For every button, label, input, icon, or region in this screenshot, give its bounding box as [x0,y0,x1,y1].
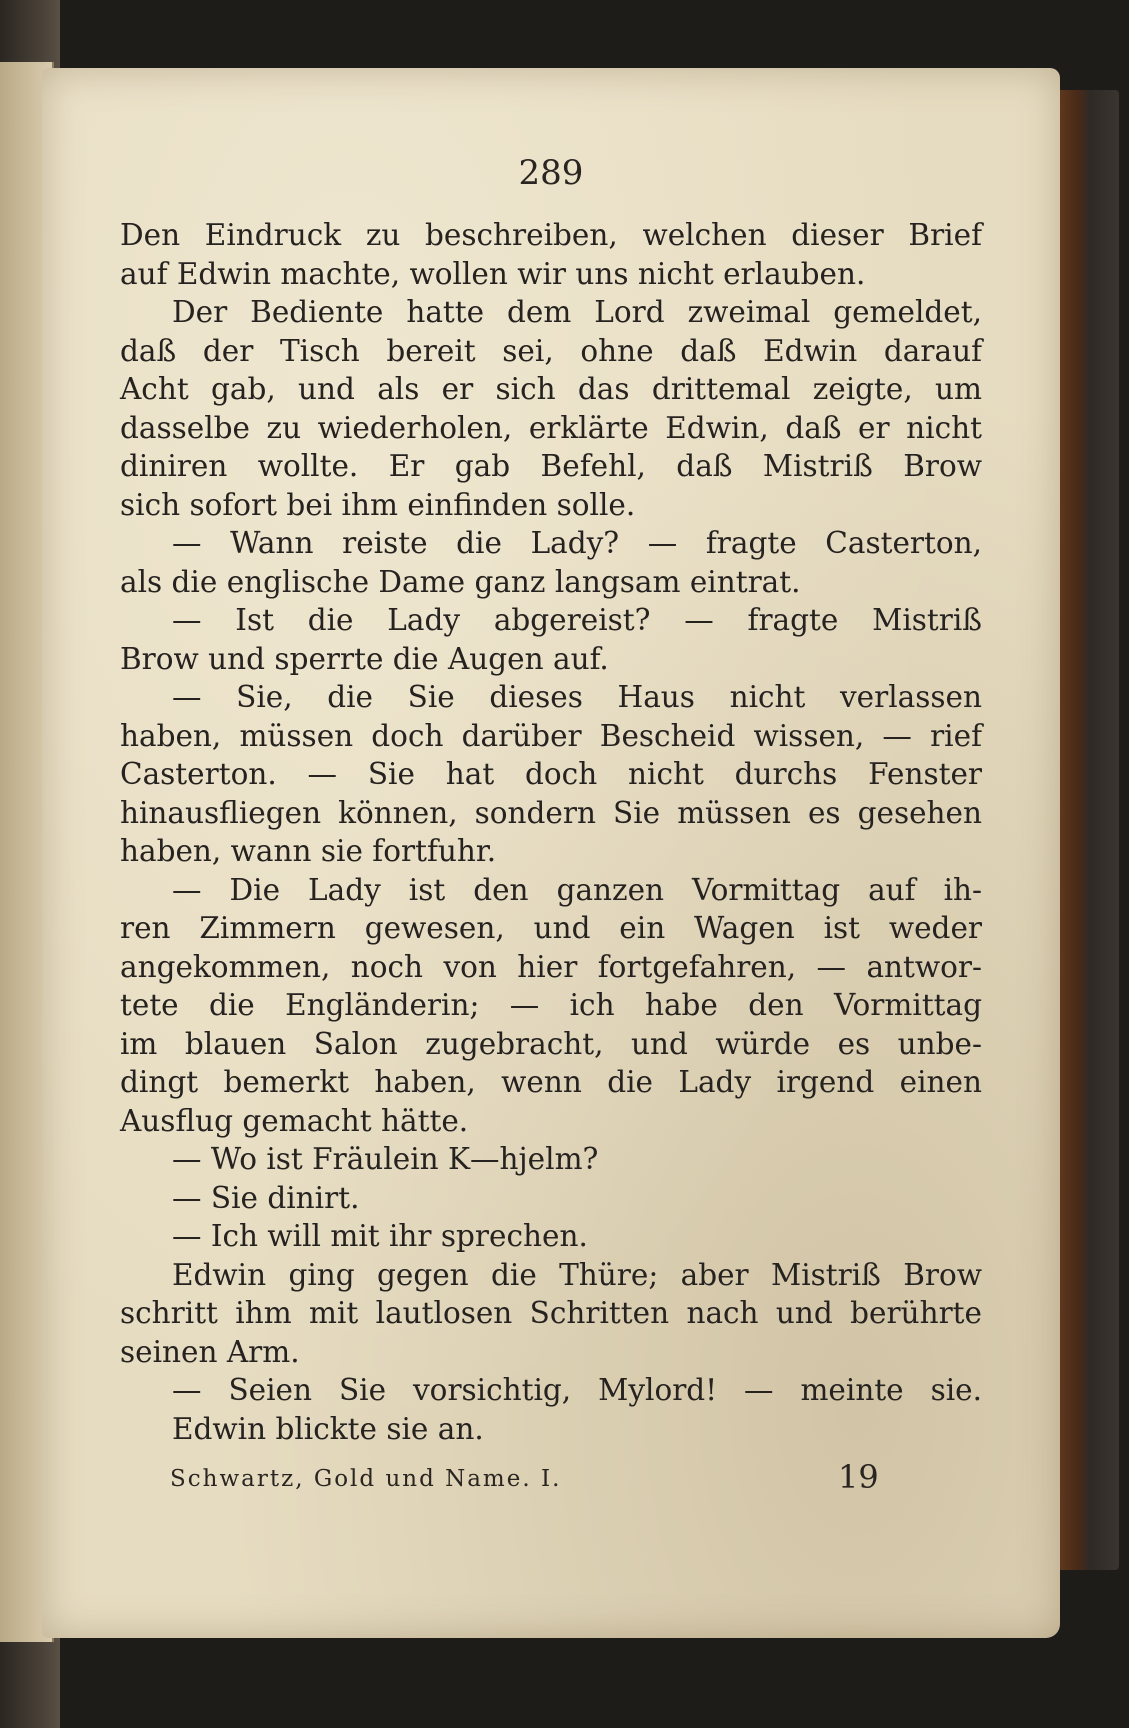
text-line: sich sofort bei ihm einfinden solle. [120,487,636,522]
text-line: haben, müssen doch darüber Bescheid wissen, — rief [120,718,982,753]
text-line: — Sie, die Sie dieses Haus nicht verlassen [172,680,982,714]
text-line: hinausfliegen können, sondern Sie müssen es gesehen [120,795,982,830]
text-line: — Wann reiste die Lady? — fragte Casterton, [172,526,982,560]
text-line: Edwin ging gegen die Thüre; aber Mistriß Brow [172,1257,982,1292]
text-line: Acht gab, und als er sich das drittemal zeigte, um [120,372,982,406]
page-number: 289 [518,153,584,193]
text-line: — Wo ist Fräulein K—hjelm? [172,1142,599,1176]
text-line: Casterton. — Sie hat doch nicht durchs Fenster [120,757,982,791]
text-line: auf Edwin machte, wollen wir uns nicht erlauben. [120,256,866,291]
text-line: Den Eindruck zu beschreiben, welchen dieser Brief [120,218,982,252]
text-line: Brow und sperrte die Augen auf. [120,641,609,676]
text-line: ren Zimmern gewesen, und ein Wagen ist weder [120,911,982,945]
body-text [120,216,982,1448]
text-line: — Ist die Lady abgereist? — fragte Mistriß [172,603,982,637]
sheet-number: 19 [838,1458,879,1496]
text-line: Ausflug gemacht hätte. [120,1103,469,1138]
text-line: — Sie dinirt. [172,1180,360,1215]
text-line: haben, wann sie fortfuhr. [120,834,497,868]
text-line: daß der Tisch bereit sei, ohne daß Edwin darauf [120,333,982,368]
text-line: — Die Lady ist den ganzen Vormittag auf ih- [172,872,982,907]
text-line: diniren wollte. Er gab Befehl, daß Mistriß Brow [120,449,982,483]
printer-signature: Schwartz, Gold und Name. I. [170,1466,562,1492]
text-line: Edwin blickte sie an. [172,1411,484,1446]
text-line: seinen Arm. [120,1334,300,1369]
text-line: tete die Engländerin; — ich habe den Vormittag [120,988,982,1022]
text-line: schritt ihm mit lautlosen Schritten nach und berührte [120,1296,982,1330]
text-line: dasselbe zu wiederholen, erklärte Edwin, daß er nicht [120,410,982,445]
text-line: — Seien Sie vorsichtig, Mylord! — meinte sie. [172,1373,982,1407]
text-line: angekommen, noch von hier fortgefahren, — antwor- [120,949,982,984]
text-line: — Ich will mit ihr sprechen. [172,1219,588,1253]
text-line: Der Bediente hatte dem Lord zweimal gemeldet, [172,295,982,329]
book-page [42,68,1060,1638]
text-line: als die englische Dame ganz langsam eintrat. [120,564,801,599]
text-line: im blauen Salon zugebracht, und würde es unbe- [120,1026,982,1061]
text-line: dingt bemerkt haben, wenn die Lady irgend einen [120,1065,982,1099]
